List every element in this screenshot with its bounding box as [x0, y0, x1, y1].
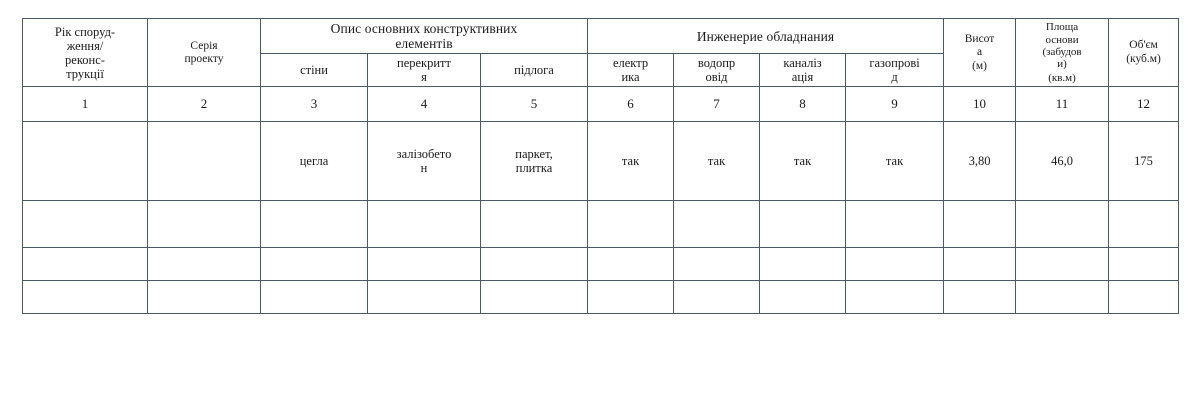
header-base-area — [1016, 19, 1109, 87]
cell-empty — [368, 248, 481, 281]
cell-empty — [481, 201, 588, 248]
header-volume — [1109, 19, 1179, 87]
header-height-line2: а — [976, 45, 983, 58]
table-row-empty — [23, 201, 1179, 248]
header-electricity-line2: ика — [621, 70, 640, 85]
header-electricity — [588, 54, 674, 87]
cell-floor-line1: паркет, — [515, 147, 553, 162]
cell-electricity: так — [588, 122, 674, 201]
cell-empty — [1016, 201, 1109, 248]
header-base-area-unit: (кв.м) — [1048, 71, 1076, 84]
column-number-5: 5 — [481, 87, 588, 122]
cell-floor — [481, 122, 588, 201]
header-height-line1: Висот — [964, 32, 995, 45]
header-floor-label: підлога — [514, 63, 554, 78]
header-base-area-line1: Площа — [1045, 21, 1079, 34]
header-group-constructive-elements — [261, 19, 588, 54]
header-group-constructive-line1: Опис основних конструктивних — [330, 21, 518, 36]
column-number-row — [23, 87, 1179, 122]
header-water-supply — [674, 54, 760, 87]
cell-base-area: 46,0 — [1016, 122, 1109, 201]
header-water-supply-line1: водопр — [697, 56, 736, 71]
column-number-9: 9 — [846, 87, 944, 122]
header-volume-line1: Об'єм — [1129, 39, 1158, 52]
header-base-area-line2: основи — [1045, 33, 1079, 46]
header-water-supply-line2: овід — [705, 70, 728, 85]
header-ceilings-line2: я — [421, 70, 427, 85]
header-walls — [261, 54, 368, 87]
table-body — [23, 87, 1179, 314]
header-year-built-line1: Рік споруд- — [54, 24, 116, 39]
header-volume-unit: (куб.м) — [1126, 53, 1161, 66]
header-sewerage — [760, 54, 846, 87]
cell-empty — [944, 281, 1016, 314]
cell-volume: 175 — [1109, 122, 1179, 201]
header-base-area-line3: (забудов — [1042, 45, 1082, 58]
header-height — [944, 19, 1016, 87]
header-floor — [481, 54, 588, 87]
cell-ceilings-line1: залізобето — [396, 147, 452, 162]
cell-ceilings-line2: н — [420, 161, 428, 176]
cell-empty — [148, 201, 261, 248]
column-number-7: 7 — [674, 87, 760, 122]
cell-empty — [846, 248, 944, 281]
table-header — [23, 19, 1179, 87]
header-gas-pipeline-line1: газопрові — [869, 56, 920, 71]
cell-empty — [674, 281, 760, 314]
cell-empty — [760, 248, 846, 281]
column-number-1: 1 — [23, 87, 148, 122]
cell-empty — [760, 281, 846, 314]
header-walls-label: стіни — [300, 63, 328, 78]
cell-floor-line2: плитка — [515, 161, 553, 176]
cell-empty — [481, 281, 588, 314]
header-ceilings-line1: перекритт — [397, 56, 451, 71]
header-height-unit: (м) — [972, 59, 987, 72]
header-project-series-line1: Серія — [190, 39, 218, 52]
header-year-built-line3: реконс- — [65, 52, 105, 67]
column-number-2: 2 — [148, 87, 261, 122]
header-gas-pipeline — [846, 54, 944, 87]
cell-empty — [674, 201, 760, 248]
header-group-engineering-label: Инженерие обладнания — [696, 28, 835, 44]
column-number-10: 10 — [944, 87, 1016, 122]
cell-empty — [23, 248, 148, 281]
cell-water-supply: так — [674, 122, 760, 201]
column-number-12: 12 — [1109, 87, 1179, 122]
column-number-4: 4 — [368, 87, 481, 122]
header-project-series — [148, 19, 261, 87]
cell-empty — [1109, 281, 1179, 314]
cell-empty — [846, 201, 944, 248]
cell-empty — [368, 281, 481, 314]
column-number-8: 8 — [760, 87, 846, 122]
header-year-built-line4: трукції — [66, 66, 104, 81]
cell-empty — [261, 201, 368, 248]
cell-year-built — [23, 122, 148, 201]
column-number-11: 11 — [1016, 87, 1109, 122]
header-group-constructive-line2: елементів — [395, 36, 453, 52]
cell-walls: цегла — [261, 122, 368, 201]
table-row — [23, 122, 1179, 201]
cell-empty — [588, 248, 674, 281]
header-ceilings — [368, 54, 481, 87]
cell-empty — [588, 201, 674, 248]
cell-gas-pipeline: так — [846, 122, 944, 201]
cell-empty — [760, 201, 846, 248]
header-project-series-line2: проекту — [184, 52, 224, 65]
header-row-groups — [23, 19, 1179, 54]
table-row-empty — [23, 248, 1179, 281]
cell-ceilings — [368, 122, 481, 201]
cell-empty — [261, 248, 368, 281]
cell-empty — [944, 201, 1016, 248]
cell-empty — [148, 248, 261, 281]
cell-empty — [944, 248, 1016, 281]
cell-empty — [588, 281, 674, 314]
cell-empty — [674, 248, 760, 281]
cell-project-series — [148, 122, 261, 201]
cell-empty — [261, 281, 368, 314]
column-number-6: 6 — [588, 87, 674, 122]
cell-empty — [368, 201, 481, 248]
cell-empty — [846, 281, 944, 314]
header-gas-pipeline-line2: д — [891, 70, 898, 85]
cell-empty — [1016, 248, 1109, 281]
header-group-engineering-equipment — [588, 19, 944, 54]
header-sewerage-line2: ація — [791, 70, 814, 85]
building-description-table — [22, 18, 1179, 314]
table-row-empty — [23, 281, 1179, 314]
cell-sewerage: так — [760, 122, 846, 201]
header-year-built-line2: ження/ — [66, 38, 104, 53]
cell-empty — [23, 201, 148, 248]
cell-empty — [23, 281, 148, 314]
column-number-3: 3 — [261, 87, 368, 122]
cell-empty — [1109, 201, 1179, 248]
header-electricity-line1: електр — [612, 56, 649, 71]
cell-height: 3,80 — [944, 122, 1016, 201]
header-base-area-line4: и) — [1057, 58, 1067, 71]
cell-empty — [1016, 281, 1109, 314]
cell-empty — [1109, 248, 1179, 281]
cell-empty — [481, 248, 588, 281]
header-sewerage-line1: каналіз — [783, 56, 822, 71]
header-year-built — [23, 19, 148, 87]
cell-empty — [148, 281, 261, 314]
